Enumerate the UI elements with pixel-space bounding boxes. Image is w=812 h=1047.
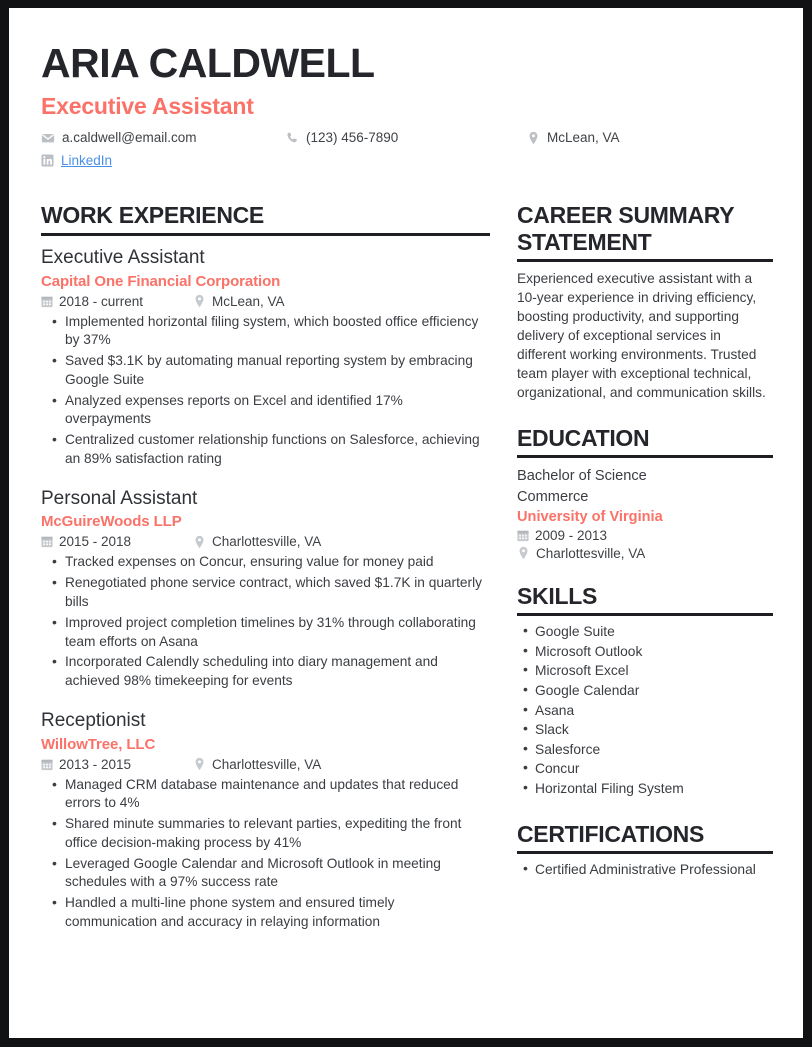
- list-item: • Google Calendar: [535, 681, 773, 701]
- job-bullets: [41, 553, 490, 690]
- job-bullets: [41, 776, 490, 932]
- list-item: • Horizontal Filing System: [535, 779, 773, 799]
- job-entry: [41, 247, 490, 469]
- linkedin-icon: [41, 154, 54, 167]
- calendar-icon: [517, 529, 529, 542]
- job-meta: [41, 294, 490, 309]
- job-dates: [41, 757, 193, 772]
- section-work-experience: [41, 202, 490, 932]
- list-item: • Asana: [535, 701, 773, 721]
- job-dates-text: 2015 - 2018: [59, 534, 132, 550]
- contact-email[interactable]: [41, 130, 285, 145]
- job-title: Receptionist: [41, 709, 146, 731]
- list-item: • Microsoft Outlook: [535, 642, 773, 662]
- candidate-role: Executive Assistant: [41, 93, 254, 120]
- job-dates-text: 2013 - 2015: [59, 756, 132, 772]
- skills-rule: [517, 613, 773, 616]
- contact-location-text: McLean, VA: [547, 130, 620, 146]
- certifications-rule: [517, 851, 773, 854]
- calendar-icon: [41, 535, 53, 548]
- contact-linkedin[interactable]: [41, 153, 285, 168]
- job-company: Capital One Financial Corporation: [41, 272, 281, 290]
- job-location-text: McLean, VA: [212, 293, 285, 309]
- job-company: WillowTree, LLC: [41, 735, 156, 753]
- job-bullet: • Shared minute summaries to relevant parties, expediting the front office decision-making process by 41%: [65, 815, 490, 853]
- left-column: [41, 202, 490, 934]
- contact-email-text: a.caldwell@email.com: [62, 130, 197, 146]
- job-dates: [41, 294, 193, 309]
- job-bullet: • Tracked expenses on Concur, ensuring value for money paid: [65, 553, 490, 572]
- list-item: • Microsoft Excel: [535, 661, 773, 681]
- contact-row-primary: [41, 130, 771, 153]
- education-location-text: Charlottesville, VA: [536, 545, 646, 561]
- list-item: • Slack: [535, 720, 773, 740]
- envelope-icon: [41, 131, 55, 145]
- job-location-text: Charlottesville, VA: [212, 534, 322, 550]
- job-bullets: [41, 313, 490, 469]
- list-item: • Certified Administrative Professional: [535, 860, 773, 880]
- education-rule: [517, 455, 773, 458]
- job-entry: [41, 710, 490, 932]
- job-location: [193, 757, 321, 772]
- education-school: University of Virginia: [517, 508, 663, 525]
- contact-row-secondary: [41, 153, 771, 176]
- job-meta: [41, 534, 490, 549]
- education-title: EDUCATION: [517, 424, 650, 451]
- career-summary-title: CAREER SUMMARY STATEMENT: [517, 202, 734, 255]
- job-bullet: • Implemented horizontal filing system, which boosted office efficiency by 37%: [65, 313, 490, 351]
- job-bullet: • Managed CRM database maintenance and updates that reduced errors to 4%: [65, 776, 490, 814]
- section-education: [517, 425, 773, 561]
- job-location: [193, 294, 285, 309]
- location-pin-icon: [193, 535, 206, 549]
- job-entry: [41, 488, 490, 691]
- linkedin-link[interactable]: LinkedIn: [61, 153, 113, 169]
- job-bullet: • Improved project completion timelines by 31% through collaborating team efforts on Asana: [65, 614, 490, 652]
- resume-page: [9, 8, 803, 1038]
- section-career-summary: [517, 202, 773, 403]
- job-title: Personal Assistant: [41, 487, 198, 509]
- job-bullet: • Handled a multi-line phone system and ensured timely communication and accuracy in relaying information: [65, 894, 490, 932]
- location-pin-icon: [527, 131, 540, 145]
- list-item: • Google Suite: [535, 622, 773, 642]
- section-skills: [517, 583, 773, 799]
- right-column: [517, 202, 773, 934]
- education-dates: [517, 528, 773, 543]
- candidate-name: ARIA CALDWELL: [41, 40, 375, 86]
- resume-body: [41, 202, 771, 934]
- job-dates-text: 2018 - current: [59, 293, 144, 309]
- contact-phone[interactable]: [285, 130, 527, 145]
- section-certifications: [517, 821, 773, 880]
- location-pin-icon: [193, 757, 206, 771]
- job-location: [193, 534, 321, 549]
- phone-icon: [285, 131, 299, 145]
- education-location: [517, 546, 773, 561]
- contact-phone-text: (123) 456-7890: [306, 130, 399, 146]
- location-pin-icon: [517, 546, 530, 560]
- skills-title: SKILLS: [517, 582, 597, 609]
- list-item: • Concur: [535, 759, 773, 779]
- list-item: • Salesforce: [535, 740, 773, 760]
- job-bullet: • Saved $3.1K by automating manual reporting system by embracing Google Suite: [65, 352, 490, 390]
- career-summary-text: Experienced executive assistant with a 10-year experience in driving efficiency, boosting productivity, and supporting delivery of exceptional services in different working environments. Trusted team player with exceptional technical, organizational, and communication skills.: [517, 271, 766, 400]
- education-dates-text: 2009 - 2013: [535, 527, 608, 543]
- job-bullet: • Centralized customer relationship functions on Salesforce, achieving an 89% satisfaction rating: [65, 431, 490, 469]
- work-experience-title: WORK EXPERIENCE: [41, 202, 264, 229]
- career-summary-rule: [517, 259, 773, 262]
- education-degree-line-1: Bachelor of Science: [517, 468, 647, 485]
- job-dates: [41, 534, 193, 549]
- certifications-title: CERTIFICATIONS: [517, 820, 705, 847]
- education-degree-line-2: Commerce: [517, 488, 589, 505]
- work-experience-rule: [41, 233, 490, 236]
- job-location-text: Charlottesville, VA: [212, 756, 322, 772]
- certifications-list: [517, 860, 773, 880]
- location-pin-icon: [193, 294, 206, 308]
- job-bullet: • Renegotiated phone service contract, which saved $1.7K in quarterly bills: [65, 574, 490, 612]
- job-company: McGuireWoods LLP: [41, 513, 182, 531]
- calendar-icon: [41, 295, 53, 308]
- calendar-icon: [41, 758, 53, 771]
- column-gap: [490, 202, 517, 934]
- contact-details: [41, 130, 771, 176]
- job-bullet: • Leveraged Google Calendar and Microsoft Outlook in meeting schedules with a 97% success rate: [65, 855, 490, 893]
- job-title: Executive Assistant: [41, 246, 205, 268]
- job-bullet: • Incorporated Calendly scheduling into diary management and achieved 98% timekeeping for events: [65, 653, 490, 691]
- contact-location: [527, 130, 747, 145]
- job-bullet: • Analyzed expenses reports on Excel and identified 17% overpayments: [65, 392, 490, 430]
- skills-list: [517, 622, 773, 798]
- resume-header: [41, 42, 771, 176]
- job-meta: [41, 757, 490, 772]
